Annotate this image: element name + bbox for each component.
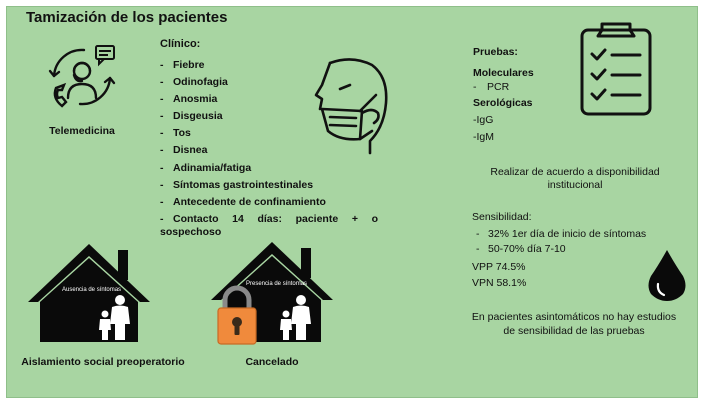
list-item: - Odinofagia — [160, 76, 228, 89]
clinico-heading: Clínico: — [160, 38, 201, 50]
list-item: - Disgeusia — [160, 110, 223, 123]
sign-presencia: Presencia de síntomas — [246, 281, 308, 287]
masked-face-icon — [300, 55, 392, 157]
sensibilidad-item: - 32% 1er día de inicio de síntomas — [476, 228, 647, 240]
clipboard-checklist-icon — [578, 20, 654, 118]
pruebas-heading: Pruebas: — [473, 46, 518, 58]
igm-item: -IgM — [473, 131, 494, 143]
sensibilidad-heading: Sensibilidad: — [472, 211, 532, 223]
blood-drop-icon — [646, 248, 688, 302]
vpn-value: VPN 58.1% — [472, 277, 527, 289]
page-title: Tamización de los pacientes — [26, 9, 228, 26]
list-item: - Tos — [160, 127, 191, 140]
list-item: - Contacto 14 días: paciente + o — [160, 212, 378, 225]
moleculares-label: Moleculares — [473, 67, 534, 79]
list-item: - Disnea — [160, 144, 208, 157]
serologicas-label: Serológicas — [473, 97, 533, 109]
aislamiento-label: Aislamiento social preoperatorio — [21, 356, 185, 368]
list-item: - Anosmia — [160, 93, 218, 106]
list-item: - Antecedente de confinamiento — [160, 195, 326, 208]
cancelado-label: Cancelado — [245, 356, 299, 368]
asintomaticos-note: En pacientes asintomáticos no hay estudios de sensibilidad de las pruebas — [471, 311, 677, 337]
padlock-icon — [216, 284, 258, 346]
telemedicine-icon — [44, 42, 120, 112]
disponibilidad-text: Realizar de acuerdo a disponibilidad institucional — [490, 166, 660, 191]
list-item: - Síntomas gastrointestinales — [160, 178, 314, 191]
vpp-value: VPP 74.5% — [472, 261, 526, 273]
telemedicina-label: Telemedicina — [49, 125, 115, 137]
sign-ausencia: Ausencia de síntomas — [62, 287, 122, 293]
list-item: - Fiebre — [160, 59, 205, 71]
list-item-continuation: sospechoso — [160, 225, 222, 238]
list-item: - Adinamia/fatiga — [160, 161, 252, 174]
pcr-item: - PCR — [473, 81, 510, 93]
igg-item: -IgG — [473, 114, 494, 126]
sensibilidad-item: - 50-70% día 7-10 — [476, 243, 566, 255]
